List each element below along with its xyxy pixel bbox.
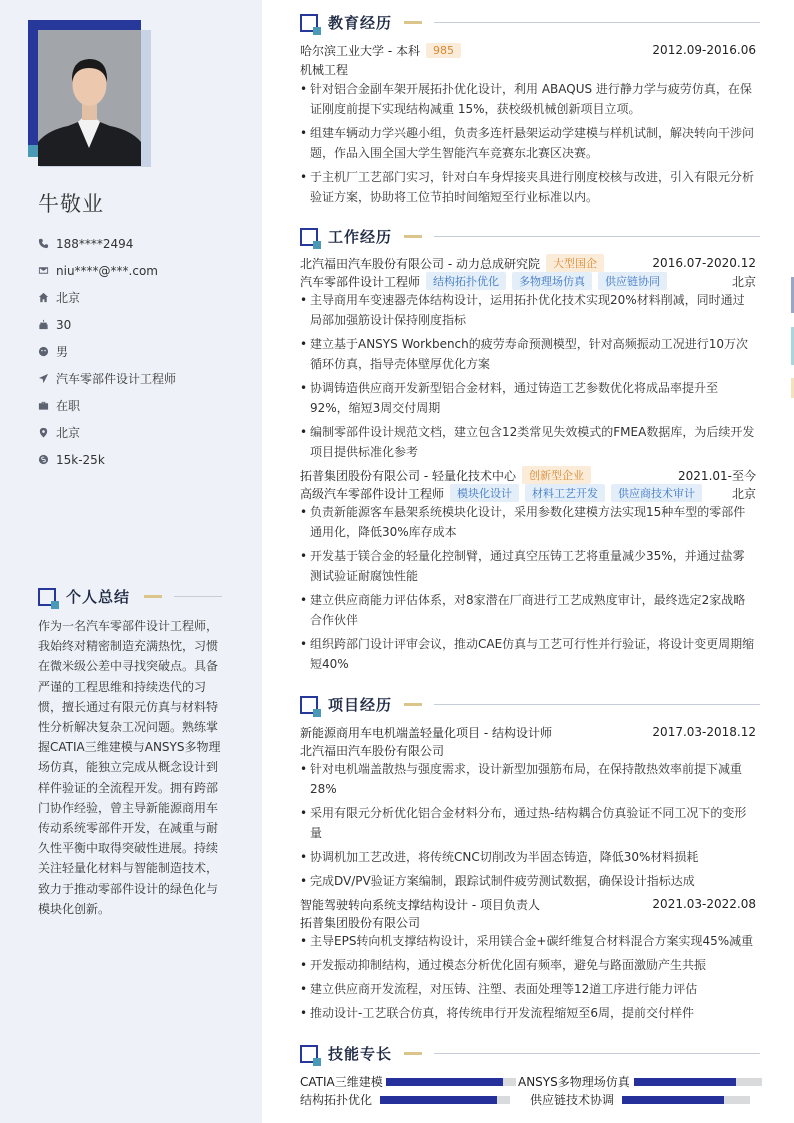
job-header [300, 254, 756, 272]
list-item: • 编制零部件设计规范文档，建立包含12类常见失效模式的FMEA数据库，为后续开发项目提供标准化参考 [300, 422, 756, 462]
skill-bar [622, 1096, 750, 1104]
section-gold-bar [404, 21, 422, 24]
job-position: 汽车零部件设计工程师 [300, 274, 421, 289]
company-tag: 大型国企 [546, 254, 604, 272]
skill-name: ANSYS多物理场仿真 [518, 1075, 630, 1089]
list-item: • 负责新能源客车悬架系统模块化设计，采用参数化建模方法实现15种车型的零部件通用化，降低30%库存成本 [300, 502, 756, 542]
job-position-row [300, 484, 756, 502]
section-marker-icon [300, 228, 318, 246]
birthday-cake-icon [38, 319, 56, 330]
skill-item [530, 1091, 750, 1108]
list-item: • 协调机加工艺改进，将传统CNC切削改为半固态铸造，降低30%材料损耗 [300, 847, 756, 867]
section-divider [434, 704, 760, 705]
job-position: 高级汽车零部件设计工程师 [300, 486, 445, 501]
list-item: • 开发振动抑制结构，通过模态分析优化固有频率，避免与路面激励产生共振 [300, 955, 756, 975]
section-divider [434, 1053, 760, 1054]
project-bullets [300, 759, 756, 895]
info-salary: 15k-25k [38, 446, 248, 473]
job-date: 2016.07-2020.12 [652, 256, 756, 270]
section-marker-icon [300, 1045, 318, 1063]
send-icon [38, 373, 56, 384]
list-item: • 建立供应商能力评估体系，对8家潜在厂商进行工艺成熟度审计，最终选定2家战略合作伙伴 [300, 590, 756, 630]
list-item: • 建立供应商开发流程，对压铸、注塑、表面处理等12道工序进行能力评估 [300, 979, 756, 999]
skill-bar-fill [386, 1078, 503, 1086]
section-gold-bar [404, 703, 422, 706]
briefcase-icon [38, 400, 56, 411]
summary-title: 个人总结 [66, 588, 131, 606]
skill-bar-fill [380, 1096, 497, 1104]
list-item: • 开发基于镁合金的轻量化控制臂，通过真空压铸工艺将重量减少35%，并通过盐雾测试验证耐腐蚀性能 [300, 546, 756, 586]
info-location: 北京 [38, 419, 248, 446]
company-name: 拓普集团股份有限公司 - 轻量化技术中心 [300, 468, 516, 483]
info-position: 汽车零部件设计工程师 [38, 365, 248, 392]
project-name: 新能源商用车电机端盖轻量化项目 - 结构设计师 [300, 725, 552, 740]
education-title: 教育经历 [328, 14, 393, 32]
summary-text: 作为一名汽车零部件设计工程师，我始终对精密制造充满热忱，习惯在微米级公差中寻找突破点。具备严谨的工程思维和持续迭代的习惯，擅长通过有限元仿真与材料特性分析解决复杂工况问题。熟练掌握CATIA三维建模与ANSYS多物理场仿真，能独立完成从概念设计到样件验证的全流程开发。拥有跨部门协作经验，曾主导新能源商用车传动系统零部件开发，在减重与耐久性平衡中取得突破性进展。持续关注轻量化材料与智能制造技术，致力于推动零部件设计的绿色化与模块化创新。 [38, 619, 221, 916]
skill-tag: 供应商技术审计 [611, 484, 702, 502]
skill-item [518, 1073, 762, 1090]
list-item: • 针对电机端盖散热与强度需求，设计新型加强筋布局，在保持散热效率前提下减重28% [300, 759, 756, 799]
job-position-row [300, 272, 756, 290]
job-city: 北京 [731, 274, 756, 289]
job-bullets [300, 290, 756, 466]
list-item: • 建立基于ANSYS Workbench的疲劳寿命预测模型，针对高频振动工况进行10万次循环仿真，指导壳体壁厚优化方案 [300, 334, 756, 374]
skill-bar-fill [634, 1078, 736, 1086]
section-gold-bar [404, 1052, 422, 1055]
project-date: 2021.03-2022.08 [652, 897, 756, 911]
education-date: 2012.09-2016.06 [652, 43, 756, 57]
skill-tag: 材料工艺开发 [525, 484, 605, 502]
work-header [300, 226, 760, 247]
avatar [38, 30, 141, 166]
skills-title: 技能专长 [328, 1045, 393, 1063]
skill-tag: 结构拓扑优化 [426, 272, 506, 290]
skill-tag: 模块化设计 [450, 484, 519, 502]
project-name: 智能驾驶转向系统支撑结构设计 - 项目负责人 [300, 897, 540, 912]
info-phone: 188****2494 [38, 230, 248, 257]
list-item: • 组织跨部门设计评审会议，推动CAE仿真与工艺可行性并行验证，将设计变更周期缩短40% [300, 634, 756, 674]
skill-bar [380, 1096, 510, 1104]
skill-bar [386, 1078, 516, 1086]
skill-bar [634, 1078, 762, 1086]
skill-item [300, 1091, 510, 1108]
info-age: 30 [38, 311, 248, 338]
section-marker-icon [300, 14, 318, 32]
skill-item [300, 1073, 516, 1090]
company-tag: 创新型企业 [522, 466, 591, 484]
info-status: 在职 [38, 392, 248, 419]
gender-icon [38, 346, 56, 357]
projects-title: 项目经历 [328, 696, 393, 714]
home-icon [38, 292, 56, 303]
list-item: • 采用有限元分析优化铝合金材料分布，通过热-结构耦合仿真验证不同工况下的变形量 [300, 803, 756, 843]
job-date: 2021.01-至今 [678, 468, 756, 483]
list-item: • 组建车辆动力学兴趣小组，负责多连杆悬架运动学建模与样机试制，解决转向干涉问题，作品入围全国大学生智能汽车竞赛东北赛区决赛。 [300, 123, 756, 163]
info-email: niu****@***.com [38, 257, 248, 284]
education-major: 机械工程 [300, 63, 349, 77]
list-item: • 协调铸造供应商开发新型铝合金材料，通过铸造工艺参数优化将成品率提升至92%，缩短3周交付周期 [300, 378, 756, 418]
skill-tag: 多物理场仿真 [512, 272, 592, 290]
info-home: 北京 [38, 284, 248, 311]
skill-bar-fill [622, 1096, 724, 1104]
education-bullets [300, 79, 756, 211]
section-divider [434, 22, 760, 23]
list-item: • 完成DV/PV验证方案编制，跟踪试制件疲劳测试数据，确保设计指标达成 [300, 871, 756, 891]
project-bullets [300, 931, 756, 1027]
skill-tag: 供应链协同 [598, 272, 667, 290]
location-pin-icon [38, 427, 56, 438]
list-item: • 于主机厂工艺部门实习，针对白车身焊接夹具进行刚度校核与改进，引入有限元分析验证方案，协助将工位节拍时间缩短至行业标准以内。 [300, 167, 756, 207]
salary-icon [38, 454, 56, 465]
section-marker-icon [300, 696, 318, 714]
project-header [300, 723, 756, 741]
skill-name: 供应链技术协调 [530, 1093, 615, 1107]
project-company: 北汽福田汽车股份有限公司 [300, 744, 445, 758]
list-item: • 主导EPS转向机支撑结构设计，采用镁合金+碳纤维复合材料混合方案实现45%减重 [300, 931, 756, 951]
list-item: • 推动设计-工艺联合仿真，将传统串行开发流程缩短至6周，提前交付样件 [300, 1003, 756, 1023]
education-header [300, 12, 760, 33]
photo-accent [28, 145, 38, 157]
sidebar [0, 0, 262, 1123]
section-divider [174, 596, 222, 597]
list-item: • 针对铝合金副车架开展拓扑优化设计，利用 ABAQUS 进行静力学与疲劳仿真，在保证刚度前提下实现结构减重 15%，获校级机械创新项目立项。 [300, 79, 756, 119]
phone-icon [38, 238, 56, 249]
candidate-name: 牛敬业 [38, 192, 104, 216]
skills-header [300, 1043, 760, 1064]
job-bullets [300, 502, 756, 678]
section-gold-bar [404, 235, 422, 238]
project-header [300, 895, 756, 913]
list-item: • 主导商用车变速器壳体结构设计，运用拓扑优化技术实现20%材料削减，同时通过局部加强筋设计保持刚度指标 [300, 290, 756, 330]
company-name: 北汽福田汽车股份有限公司 - 动力总成研究院 [300, 256, 540, 271]
section-gold-bar [144, 595, 162, 598]
section-marker-icon [38, 588, 56, 606]
job-city: 北京 [731, 486, 756, 501]
skill-name: CATIA三维建模 [300, 1075, 383, 1089]
section-divider [434, 236, 760, 237]
school-name: 哈尔滨工业大学 - 本科 [300, 43, 420, 58]
summary-header [38, 586, 222, 607]
contact-info-list [38, 230, 248, 473]
info-gender: 男 [38, 338, 248, 365]
job-header [300, 466, 756, 484]
school-tag: 985 [426, 43, 461, 58]
education-entry-header [300, 41, 756, 59]
skill-name: 结构拓扑优化 [300, 1093, 373, 1107]
mail-icon [38, 265, 56, 276]
project-date: 2017.03-2018.12 [652, 725, 756, 739]
project-company: 拓普集团股份有限公司 [300, 916, 421, 930]
work-title: 工作经历 [328, 228, 393, 246]
projects-header [300, 694, 760, 715]
